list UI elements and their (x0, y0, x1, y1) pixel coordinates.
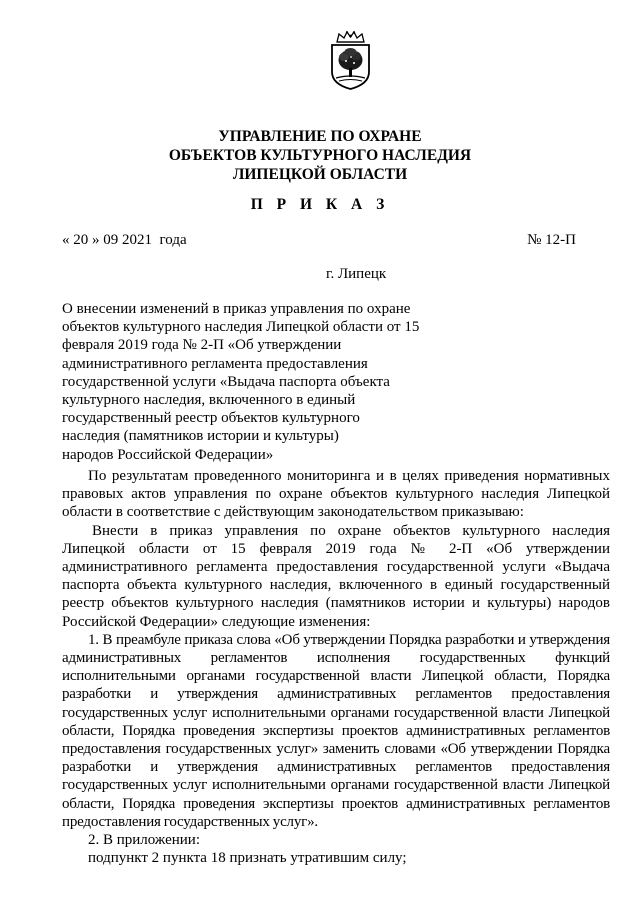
coat-of-arms-emblem (327, 30, 374, 90)
document-date: « 20 » 09 2021 года (62, 232, 187, 248)
body-paragraph-item-2: 2. В приложении: (88, 832, 200, 849)
subject-line: О внесении изменений в приказ управления по охране (62, 301, 411, 317)
document-number: № 12-П (527, 232, 576, 248)
document-body (62, 467, 610, 867)
agency-name-line-2: ОБЪЕКТОВ КУЛЬТУРНОГО НАСЛЕДИЯ (168, 147, 472, 164)
subject-line: народов Российской Федерации» (62, 446, 274, 463)
subject-line: февраля 2019 года № 2-П «Об утверждении (62, 337, 342, 354)
subject-line: объектов культурного наследия Липецкой области от 15 (62, 319, 420, 336)
agency-name-line-3: ЛИПЕЦКОЙ ОБЛАСТИ (232, 166, 408, 183)
subject-line: наследия (памятников истории и культуры) (62, 428, 339, 445)
agency-name-line-1: УПРАВЛЕНИЕ ПО ОХРАНЕ (218, 128, 422, 145)
document-type-title: П Р И К А З (250, 196, 390, 213)
subject-line: государственной услуги «Выдача паспорта объекта (62, 373, 390, 390)
agency-header (0, 127, 640, 184)
document-city: г. Липецк (326, 266, 387, 282)
subject-line: государственный реестр объектов культурного (62, 410, 360, 427)
document-subject (62, 300, 432, 464)
body-paragraph-subitem: подпункт 2 пункта 18 признать утратившим силу; (88, 850, 407, 867)
body-paragraph-amend: Внести в приказ управления по охране объектов культурного наследия Липецкой области от 15 февраля 2019 года № 2-П «Об утверждении административного регламента предоставления государственной услуги «Выдача паспорта объекта культурного наследия, включенного в единый государственный реестр объектов культурного наследия (памятников истории и культуры) народов Российской Федерации» следующие изменения: (62, 522, 610, 630)
subject-line: административного регламента предоставления (62, 355, 368, 372)
body-paragraph-preamble: По результатам проведенного мониторинга и в целях приведения нормативных правовых актов управления по охране объектов культурного наследия Липецкой области в соответствие с действующим законодательством приказываю: (62, 468, 610, 521)
subject-line: культурного наследия, включенного в единый (62, 392, 356, 409)
body-paragraph-item-1: 1. В преамбуле приказа слова «Об утверждении Порядка разработки и утверждения административных регламентов исполнения государственных функций исполнительными органами государственной власти Липецкой области, Порядка разработки и утверждения административных регламентов предоставления государственных услуг исполнительными органами государственной власти Липецкой области, Порядка проведения экспертизы проектов административных регламентов предоставления государственных услуг» заменить словами «Об утверждении Порядка разработки и утверждения административных регламентов предоставления государственных услуг исполнительными органами государственной власти Липецкой области, Порядка проведения экспертизы проектов административных регламентов предоставления государственных услуг». (62, 631, 610, 830)
